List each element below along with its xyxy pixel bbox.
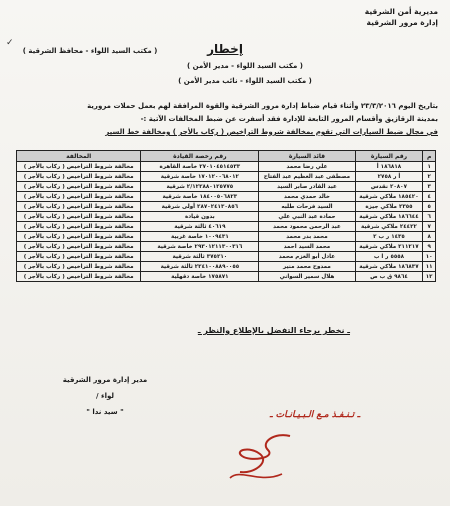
header-plate: رقم السيارة [355, 151, 423, 162]
table-row [17, 232, 436, 242]
row-violation: مخالفة شروط التراخيص ( ركاب بالأجر ) [17, 182, 141, 192]
row-index: ١ [423, 162, 436, 172]
table-row [17, 222, 436, 232]
table-row [17, 202, 436, 212]
handwritten-signature-icon [220, 428, 300, 488]
check-mark: ✓ [6, 38, 14, 48]
row-index: ١١ [423, 262, 436, 272]
row-violation: مخالفة شروط التراخيص ( ركاب بالأجر ) [17, 252, 141, 262]
row-plate: ١٨٥٤٢٠ ملاكي شرقية [355, 192, 423, 202]
row-violation: مخالفة شروط التراخيص ( ركاب بالأجر ) [17, 232, 141, 242]
row-plate: ١٨٦٨١٨ أ [355, 162, 423, 172]
row-driver: محمد بدر محمد [259, 232, 355, 242]
row-plate: ٥٥٥٨ ر ا ب [355, 252, 423, 262]
row-index: ٦ [423, 212, 436, 222]
row-index: ٨ [423, 232, 436, 242]
org-line-1: مديرية أمن الشرقية [364, 7, 438, 16]
row-license: ٢٧٠١٠٤٥١٤٥٣٣ خاصة القاهرة [141, 162, 259, 172]
row-license: ٢٨٧٠٢٤١٣٠٨٥٦ أولى شرقية [141, 202, 259, 212]
table-row [17, 162, 436, 172]
row-plate: ٢١١٢١٧ ملاكي شرقية [355, 242, 423, 252]
row-violation: مخالفة شروط التراخيص ( ركاب بالأجر ) [17, 262, 141, 272]
row-license: ١٠٠٩٤٣١ خاصة غربية [141, 232, 259, 242]
row-index: ٢ [423, 172, 436, 182]
table-row [17, 192, 436, 202]
row-violation: مخالفة شروط التراخيص ( ركاب بالأجر ) [17, 272, 141, 282]
table-row [17, 272, 436, 282]
row-license: ١٧٠١٢٠٠٦٨٠١٢ خاصة شرقية [141, 172, 259, 182]
row-plate: ٢٠٨٠٧ نقدس [355, 182, 423, 192]
row-driver: ممدوح محمد منير [259, 262, 355, 272]
row-plate: ٢٣٥٥ ملاكي جيزة [355, 202, 423, 212]
row-violation: مخالفة شروط التراخيص ( ركاب بالأجر ) [17, 202, 141, 212]
row-index: ٥ [423, 202, 436, 212]
row-index: ٩ [423, 242, 436, 252]
row-violation: مخالفة شروط التراخيص ( ركاب بالأجر ) [17, 192, 141, 202]
signature-rank: لواء / [96, 392, 114, 400]
row-license: ٣٧٥٢١٠ ثالثة شرقية [141, 252, 259, 262]
row-plate: أ ر ٢٧٥٨ [355, 172, 423, 182]
row-violation: مخالفة شروط التراخيص ( ركاب بالأجر ) [17, 242, 141, 252]
row-violation: مخالفة شروط التراخيص ( ركاب بالأجر ) [17, 162, 141, 172]
row-violation: مخالفة شروط التراخيص ( ركاب بالأجر ) [17, 172, 141, 182]
table-row [17, 212, 436, 222]
row-driver: عادل أبو العزم محمد [259, 252, 355, 262]
intro-line-2: بمدينة الزقازيق وأقسام المرور التابعة للإدارة فقد أسفرت عن ضبط المخالفات الآتية :- [140, 115, 438, 123]
closing-line: ـ نخطر برجاء التفضل بالإطلاع والنظر ـ [197, 326, 350, 335]
issuing-organization [365, 6, 438, 28]
row-driver: عبد الرحمن محمود محمد [259, 222, 355, 232]
recipient-1: ( مكتب السيد اللواء - محافظ الشرقية ) [22, 47, 158, 55]
violations-body [17, 162, 436, 282]
intro-line-3: في مجال ضبط السيارات التي تقوم بمخالفة شروط التراخيص ( ركاب بالأجر ) ومخالفة خط السير [105, 128, 438, 136]
header-driver: قائد السيارة [259, 151, 355, 162]
row-index: ١٠ [423, 252, 436, 262]
row-driver: محمد السيد احمد [259, 242, 355, 252]
row-index: ٤ [423, 192, 436, 202]
table-header-row [17, 151, 436, 162]
row-driver: علي رضا محمد [259, 162, 355, 172]
recipient-2: ( مكتب السيد اللواء - مدير الأمن ) [187, 62, 303, 70]
row-license: ٤٠٦١٩ ثالثة شرقية [141, 222, 259, 232]
table-row [17, 262, 436, 272]
row-driver: خالد حمدي محمد [259, 192, 355, 202]
signature-org: مدير إدارة مرور الشرقية [62, 376, 148, 384]
row-driver: هلال سمير السواني [259, 272, 355, 282]
row-license: ٢/١٢٢٨٨٠١٢٥٧٧٥ شرقية [141, 182, 259, 192]
row-driver: السيد فرحات طلبه [259, 202, 355, 212]
row-violation: مخالفة شروط التراخيص ( ركاب بالأجر ) [17, 212, 141, 222]
row-license: ١٧٥٨٧١ خاصة دقهلية [141, 272, 259, 282]
header-license: رقم رخصة القيادة [141, 151, 259, 162]
violations-table [16, 150, 436, 282]
intro-paragraph [14, 100, 438, 139]
row-license: ١٨٤٠٠٥٠٦٨٢٣ خاصة شرقية [141, 192, 259, 202]
row-plate: ٩٨٦٤ ق ب ص [355, 272, 423, 282]
row-license: ٢٩٣٠١٢١١٣٠٠٣١٦ خاصة شرقية [141, 242, 259, 252]
table-row [17, 182, 436, 192]
table-row [17, 252, 436, 262]
row-index: ٧ [423, 222, 436, 232]
header-index: م [423, 151, 436, 162]
row-plate: ٢٤٤٢٢ ملاكي شرقية [355, 222, 423, 232]
row-index: ٣ [423, 182, 436, 192]
row-license: بدون قيادة [141, 212, 259, 222]
row-driver: عبد القادر صابر السيد [259, 182, 355, 192]
handwritten-note: ـ تـنـفـذ مـع الـبـيـانـات ـ [269, 410, 360, 420]
table-row [17, 242, 436, 252]
org-line-2: إدارة مرور الشرقية [366, 18, 438, 27]
row-violation: مخالفة شروط التراخيص ( ركاب بالأجر ) [17, 222, 141, 232]
document-title: إخطار [207, 42, 243, 56]
row-plate: ١٤٣٥ ر ب ٢ [355, 232, 423, 242]
recipients-list [0, 44, 450, 89]
intro-line-1: بتاريخ اليوم ٢٣/٣/٢٠١٦ وأثناء قيام ضباط إدارة مرور الشرقية والقوة المرافقة لهم بعمل حملات مرورية [87, 102, 438, 110]
signature-name: " سيد ندا " [86, 408, 124, 416]
row-license: ٢٢٤١٠٠٨٨٩٠٠٥٥ ثالثة شرقية [141, 262, 259, 272]
table-row [17, 172, 436, 182]
row-driver: مصطفى عبد العظيم عبد الفتاح [259, 172, 355, 182]
header-violation: المخالفة [17, 151, 141, 162]
row-plate: ١٨٦٨٣٧ ملاكي شرقية [355, 262, 423, 272]
signature-block [40, 372, 170, 420]
recipient-3: ( مكتب السيد اللواء - نائب مدير الأمن ) [178, 77, 312, 85]
row-driver: حمادة عبد النبي علي [259, 212, 355, 222]
row-plate: ١٨٦٦٤٤ ملاكي شرقية [355, 212, 423, 222]
row-index: ١٢ [423, 272, 436, 282]
